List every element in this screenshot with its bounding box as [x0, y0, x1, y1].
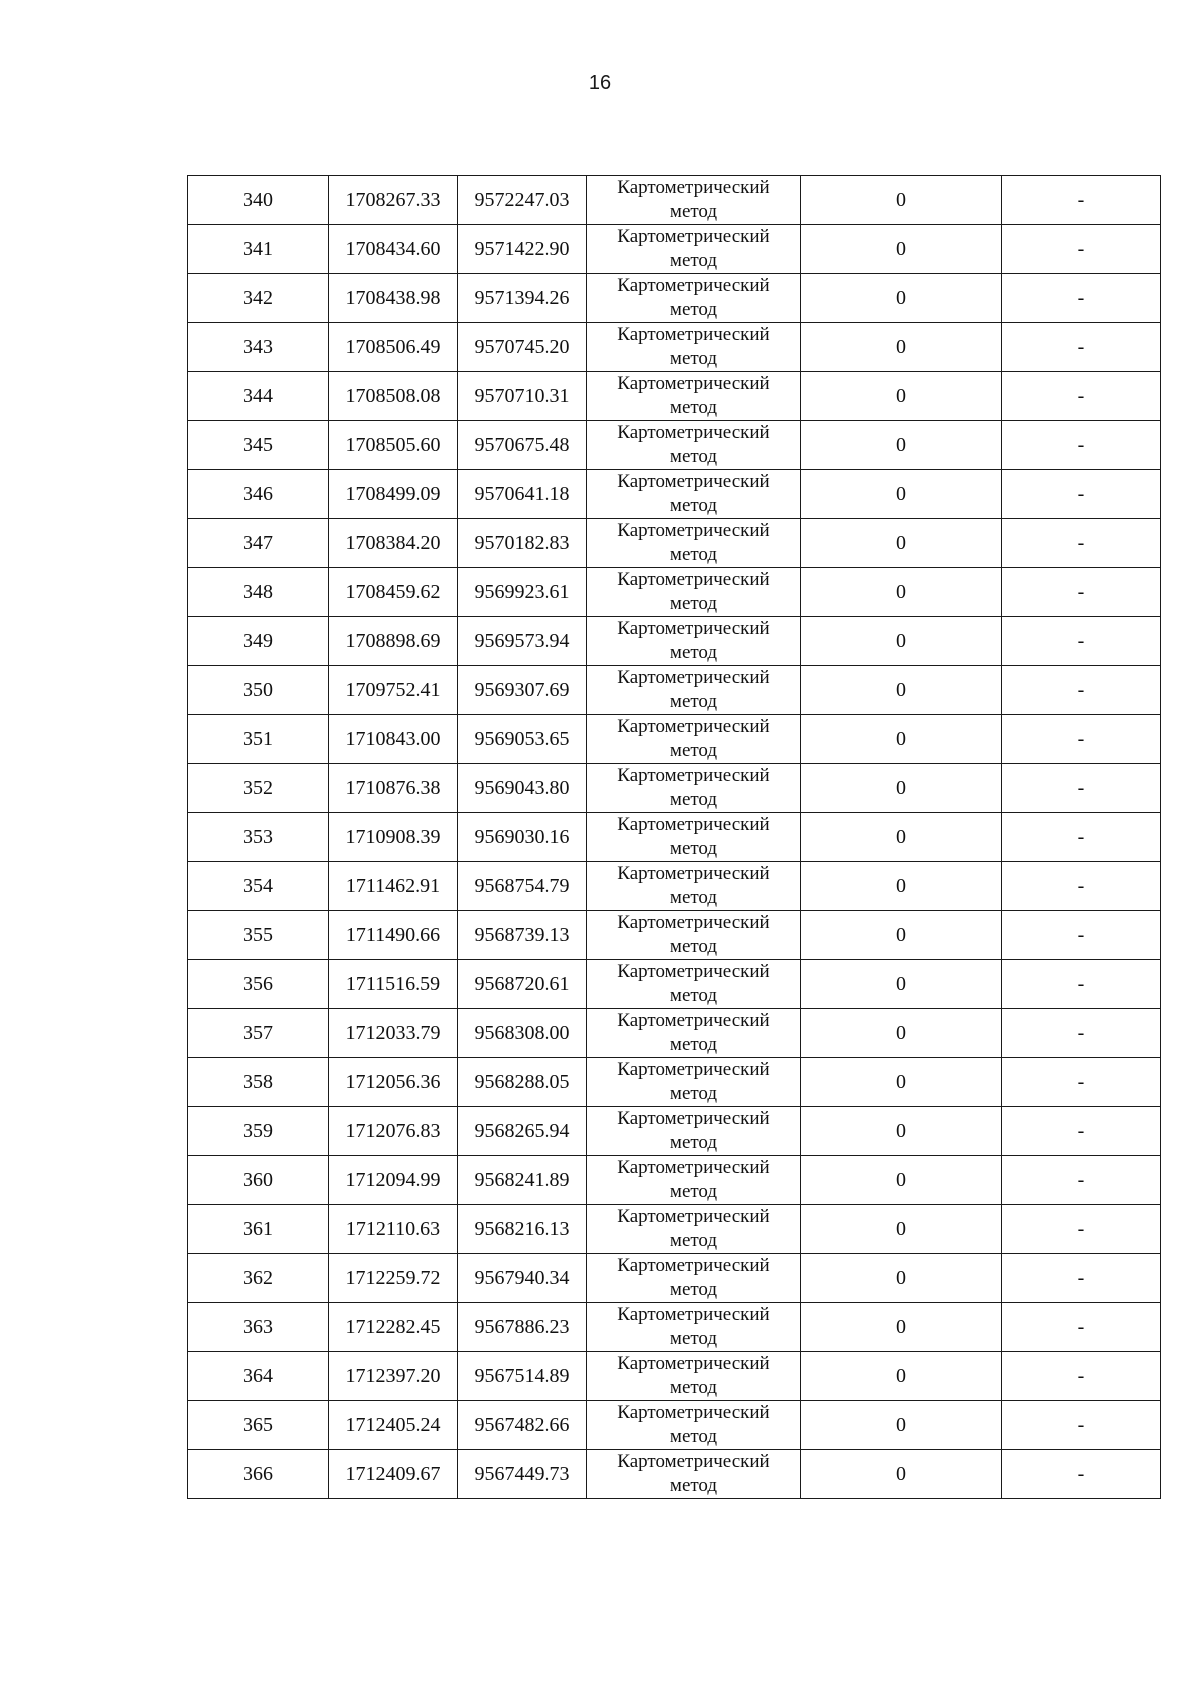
method-line-2: метод — [669, 1426, 718, 1447]
point-number-cell: 359 — [188, 1107, 329, 1156]
x-coordinate-cell: 1711516.59 — [329, 960, 458, 1009]
x-coordinate-cell: 1712094.99 — [329, 1156, 458, 1205]
table-row — [188, 1009, 1161, 1058]
note-cell: - — [1002, 1058, 1161, 1107]
point-number-cell: 363 — [188, 1303, 329, 1352]
note-cell: - — [1002, 1450, 1161, 1499]
x-coordinate-cell: 1708384.20 — [329, 519, 458, 568]
method-line-2: метод — [669, 495, 718, 516]
method-cell — [587, 813, 801, 862]
table-row — [188, 666, 1161, 715]
point-number-cell: 348 — [188, 568, 329, 617]
method-line-2: метод — [669, 446, 718, 467]
note-cell: - — [1002, 1401, 1161, 1450]
x-coordinate-cell: 1712033.79 — [329, 1009, 458, 1058]
table-row — [188, 715, 1161, 764]
point-number-cell: 352 — [188, 764, 329, 813]
method-cell — [587, 862, 801, 911]
error-cell: 0 — [801, 1352, 1002, 1401]
method-cell — [587, 323, 801, 372]
method-cell — [587, 1401, 801, 1450]
point-number-cell: 354 — [188, 862, 329, 911]
x-coordinate-cell: 1708499.09 — [329, 470, 458, 519]
error-cell: 0 — [801, 470, 1002, 519]
method-line-1: Картометрический — [617, 226, 770, 247]
x-coordinate-cell: 1708438.98 — [329, 274, 458, 323]
method-line-1: Картометрический — [617, 373, 770, 394]
y-coordinate-cell: 9569923.61 — [458, 568, 587, 617]
x-coordinate-cell: 1708508.08 — [329, 372, 458, 421]
point-number-cell: 342 — [188, 274, 329, 323]
y-coordinate-cell: 9569307.69 — [458, 666, 587, 715]
point-number-cell: 350 — [188, 666, 329, 715]
x-coordinate-cell: 1712259.72 — [329, 1254, 458, 1303]
x-coordinate-cell: 1708506.49 — [329, 323, 458, 372]
y-coordinate-cell: 9569053.65 — [458, 715, 587, 764]
method-cell — [587, 666, 801, 715]
method-line-1: Картометрический — [617, 569, 770, 590]
point-number-cell: 353 — [188, 813, 329, 862]
method-line-1: Картометрический — [617, 863, 770, 884]
method-line-2: метод — [669, 250, 718, 271]
point-number-cell: 344 — [188, 372, 329, 421]
note-cell: - — [1002, 764, 1161, 813]
table-row — [188, 519, 1161, 568]
coordinates-table — [187, 175, 1161, 1499]
y-coordinate-cell: 9570182.83 — [458, 519, 587, 568]
method-line-1: Картометрический — [617, 716, 770, 737]
method-line-2: метод — [669, 1230, 718, 1251]
method-line-2: метод — [669, 887, 718, 908]
note-cell: - — [1002, 176, 1161, 225]
method-cell — [587, 1205, 801, 1254]
error-cell: 0 — [801, 1401, 1002, 1450]
method-cell — [587, 372, 801, 421]
error-cell: 0 — [801, 666, 1002, 715]
error-cell: 0 — [801, 372, 1002, 421]
error-cell: 0 — [801, 1303, 1002, 1352]
point-number-cell: 343 — [188, 323, 329, 372]
x-coordinate-cell: 1708267.33 — [329, 176, 458, 225]
y-coordinate-cell: 9568241.89 — [458, 1156, 587, 1205]
method-line-1: Картометрический — [617, 275, 770, 296]
point-number-cell: 341 — [188, 225, 329, 274]
method-line-1: Картометрический — [617, 1255, 770, 1276]
method-cell — [587, 568, 801, 617]
y-coordinate-cell: 9570745.20 — [458, 323, 587, 372]
y-coordinate-cell: 9567482.66 — [458, 1401, 587, 1450]
page-number: 16 — [588, 72, 612, 94]
method-line-2: метод — [669, 299, 718, 320]
method-line-2: метод — [669, 1328, 718, 1349]
y-coordinate-cell: 9568216.13 — [458, 1205, 587, 1254]
x-coordinate-cell: 1710908.39 — [329, 813, 458, 862]
error-cell: 0 — [801, 813, 1002, 862]
note-cell: - — [1002, 225, 1161, 274]
error-cell: 0 — [801, 960, 1002, 1009]
method-line-2: метод — [669, 1083, 718, 1104]
table-row — [188, 617, 1161, 666]
method-line-1: Картометрический — [617, 814, 770, 835]
point-number-cell: 347 — [188, 519, 329, 568]
x-coordinate-cell: 1708505.60 — [329, 421, 458, 470]
method-line-1: Картометрический — [617, 1304, 770, 1325]
method-cell — [587, 1303, 801, 1352]
error-cell: 0 — [801, 1254, 1002, 1303]
error-cell: 0 — [801, 911, 1002, 960]
y-coordinate-cell: 9567940.34 — [458, 1254, 587, 1303]
note-cell: - — [1002, 568, 1161, 617]
table-row — [188, 862, 1161, 911]
method-line-2: метод — [669, 1034, 718, 1055]
method-cell — [587, 225, 801, 274]
table-row — [188, 274, 1161, 323]
method-line-1: Картометрический — [617, 520, 770, 541]
method-line-2: метод — [669, 691, 718, 712]
point-number-cell: 346 — [188, 470, 329, 519]
note-cell: - — [1002, 519, 1161, 568]
table-row — [188, 225, 1161, 274]
note-cell: - — [1002, 274, 1161, 323]
method-line-1: Картометрический — [617, 324, 770, 345]
note-cell: - — [1002, 666, 1161, 715]
method-cell — [587, 1254, 801, 1303]
method-cell — [587, 1352, 801, 1401]
x-coordinate-cell: 1708459.62 — [329, 568, 458, 617]
error-cell: 0 — [801, 421, 1002, 470]
error-cell: 0 — [801, 1107, 1002, 1156]
error-cell: 0 — [801, 568, 1002, 617]
method-line-2: метод — [669, 936, 718, 957]
method-line-2: метод — [669, 348, 718, 369]
note-cell: - — [1002, 960, 1161, 1009]
table-row — [188, 1254, 1161, 1303]
note-cell: - — [1002, 911, 1161, 960]
method-line-2: метод — [669, 789, 718, 810]
y-coordinate-cell: 9571422.90 — [458, 225, 587, 274]
method-line-2: метод — [669, 985, 718, 1006]
method-cell — [587, 176, 801, 225]
point-number-cell: 360 — [188, 1156, 329, 1205]
error-cell: 0 — [801, 1450, 1002, 1499]
table-row — [188, 568, 1161, 617]
method-line-1: Картометрический — [617, 961, 770, 982]
point-number-cell: 361 — [188, 1205, 329, 1254]
x-coordinate-cell: 1710876.38 — [329, 764, 458, 813]
x-coordinate-cell: 1710843.00 — [329, 715, 458, 764]
method-cell — [587, 1009, 801, 1058]
table-row — [188, 470, 1161, 519]
note-cell: - — [1002, 862, 1161, 911]
method-line-2: метод — [669, 1377, 718, 1398]
x-coordinate-cell: 1712409.67 — [329, 1450, 458, 1499]
table-row — [188, 1205, 1161, 1254]
method-cell — [587, 1058, 801, 1107]
point-number-cell: 345 — [188, 421, 329, 470]
error-cell: 0 — [801, 1156, 1002, 1205]
table-row — [188, 813, 1161, 862]
note-cell: - — [1002, 372, 1161, 421]
y-coordinate-cell: 9567886.23 — [458, 1303, 587, 1352]
note-cell: - — [1002, 1205, 1161, 1254]
method-line-2: метод — [669, 1181, 718, 1202]
y-coordinate-cell: 9569030.16 — [458, 813, 587, 862]
x-coordinate-cell: 1712397.20 — [329, 1352, 458, 1401]
method-line-1: Картометрический — [617, 1206, 770, 1227]
y-coordinate-cell: 9571394.26 — [458, 274, 587, 323]
table-row — [188, 1401, 1161, 1450]
table-row — [188, 323, 1161, 372]
y-coordinate-cell: 9570710.31 — [458, 372, 587, 421]
y-coordinate-cell: 9568288.05 — [458, 1058, 587, 1107]
method-line-1: Картометрический — [617, 618, 770, 639]
error-cell: 0 — [801, 715, 1002, 764]
method-cell — [587, 421, 801, 470]
point-number-cell: 364 — [188, 1352, 329, 1401]
y-coordinate-cell: 9570675.48 — [458, 421, 587, 470]
method-line-1: Картометрический — [617, 1010, 770, 1031]
method-cell — [587, 911, 801, 960]
point-number-cell: 358 — [188, 1058, 329, 1107]
note-cell: - — [1002, 1009, 1161, 1058]
method-cell — [587, 519, 801, 568]
method-cell — [587, 715, 801, 764]
y-coordinate-cell: 9567449.73 — [458, 1450, 587, 1499]
x-coordinate-cell: 1708898.69 — [329, 617, 458, 666]
table-row — [188, 1156, 1161, 1205]
note-cell: - — [1002, 1107, 1161, 1156]
y-coordinate-cell: 9570641.18 — [458, 470, 587, 519]
table-row — [188, 764, 1161, 813]
method-line-1: Картометрический — [617, 765, 770, 786]
error-cell: 0 — [801, 225, 1002, 274]
method-line-1: Картометрический — [617, 1451, 770, 1472]
point-number-cell: 351 — [188, 715, 329, 764]
y-coordinate-cell: 9569043.80 — [458, 764, 587, 813]
error-cell: 0 — [801, 617, 1002, 666]
method-line-2: метод — [669, 838, 718, 859]
y-coordinate-cell: 9568265.94 — [458, 1107, 587, 1156]
error-cell: 0 — [801, 519, 1002, 568]
table-row — [188, 1303, 1161, 1352]
method-cell — [587, 470, 801, 519]
x-coordinate-cell: 1712056.36 — [329, 1058, 458, 1107]
table-row — [188, 372, 1161, 421]
table-body — [188, 176, 1161, 1499]
note-cell: - — [1002, 715, 1161, 764]
note-cell: - — [1002, 1352, 1161, 1401]
error-cell: 0 — [801, 323, 1002, 372]
table-row — [188, 1450, 1161, 1499]
error-cell: 0 — [801, 764, 1002, 813]
x-coordinate-cell: 1712076.83 — [329, 1107, 458, 1156]
point-number-cell: 356 — [188, 960, 329, 1009]
y-coordinate-cell: 9568739.13 — [458, 911, 587, 960]
note-cell: - — [1002, 470, 1161, 519]
y-coordinate-cell: 9568308.00 — [458, 1009, 587, 1058]
method-line-2: метод — [669, 593, 718, 614]
method-line-2: метод — [669, 544, 718, 565]
point-number-cell: 349 — [188, 617, 329, 666]
method-line-1: Картометрический — [617, 1353, 770, 1374]
table-row — [188, 960, 1161, 1009]
method-line-2: метод — [669, 1475, 718, 1496]
method-cell — [587, 1156, 801, 1205]
table-row — [188, 1352, 1161, 1401]
error-cell: 0 — [801, 862, 1002, 911]
method-line-1: Картометрический — [617, 422, 770, 443]
method-line-2: метод — [669, 201, 718, 222]
point-number-cell: 365 — [188, 1401, 329, 1450]
note-cell: - — [1002, 1156, 1161, 1205]
method-line-2: метод — [669, 1279, 718, 1300]
y-coordinate-cell: 9572247.03 — [458, 176, 587, 225]
point-number-cell: 355 — [188, 911, 329, 960]
error-cell: 0 — [801, 1205, 1002, 1254]
note-cell: - — [1002, 421, 1161, 470]
method-cell — [587, 1107, 801, 1156]
x-coordinate-cell: 1712405.24 — [329, 1401, 458, 1450]
method-line-1: Картометрический — [617, 667, 770, 688]
note-cell: - — [1002, 323, 1161, 372]
point-number-cell: 362 — [188, 1254, 329, 1303]
method-line-1: Картометрический — [617, 1402, 770, 1423]
x-coordinate-cell: 1711490.66 — [329, 911, 458, 960]
point-number-cell: 357 — [188, 1009, 329, 1058]
error-cell: 0 — [801, 176, 1002, 225]
point-number-cell: 340 — [188, 176, 329, 225]
x-coordinate-cell: 1709752.41 — [329, 666, 458, 715]
x-coordinate-cell: 1712282.45 — [329, 1303, 458, 1352]
table-row — [188, 421, 1161, 470]
y-coordinate-cell: 9567514.89 — [458, 1352, 587, 1401]
y-coordinate-cell: 9568754.79 — [458, 862, 587, 911]
table-row — [188, 176, 1161, 225]
method-line-1: Картометрический — [617, 177, 770, 198]
method-cell — [587, 617, 801, 666]
x-coordinate-cell: 1711462.91 — [329, 862, 458, 911]
x-coordinate-cell: 1712110.63 — [329, 1205, 458, 1254]
method-line-2: метод — [669, 642, 718, 663]
method-cell — [587, 764, 801, 813]
method-line-2: метод — [669, 1132, 718, 1153]
y-coordinate-cell: 9568720.61 — [458, 960, 587, 1009]
y-coordinate-cell: 9569573.94 — [458, 617, 587, 666]
method-line-2: метод — [669, 397, 718, 418]
table-row — [188, 1058, 1161, 1107]
x-coordinate-cell: 1708434.60 — [329, 225, 458, 274]
method-line-1: Картометрический — [617, 1157, 770, 1178]
note-cell: - — [1002, 1303, 1161, 1352]
method-line-1: Картометрический — [617, 1059, 770, 1080]
method-cell — [587, 274, 801, 323]
method-cell — [587, 1450, 801, 1499]
error-cell: 0 — [801, 1009, 1002, 1058]
method-line-1: Картометрический — [617, 912, 770, 933]
point-number-cell: 366 — [188, 1450, 329, 1499]
method-cell — [587, 960, 801, 1009]
error-cell: 0 — [801, 1058, 1002, 1107]
method-line-2: метод — [669, 740, 718, 761]
method-line-1: Картометрический — [617, 471, 770, 492]
method-line-1: Картометрический — [617, 1108, 770, 1129]
table-row — [188, 911, 1161, 960]
note-cell: - — [1002, 1254, 1161, 1303]
note-cell: - — [1002, 813, 1161, 862]
table-row — [188, 1107, 1161, 1156]
note-cell: - — [1002, 617, 1161, 666]
error-cell: 0 — [801, 274, 1002, 323]
